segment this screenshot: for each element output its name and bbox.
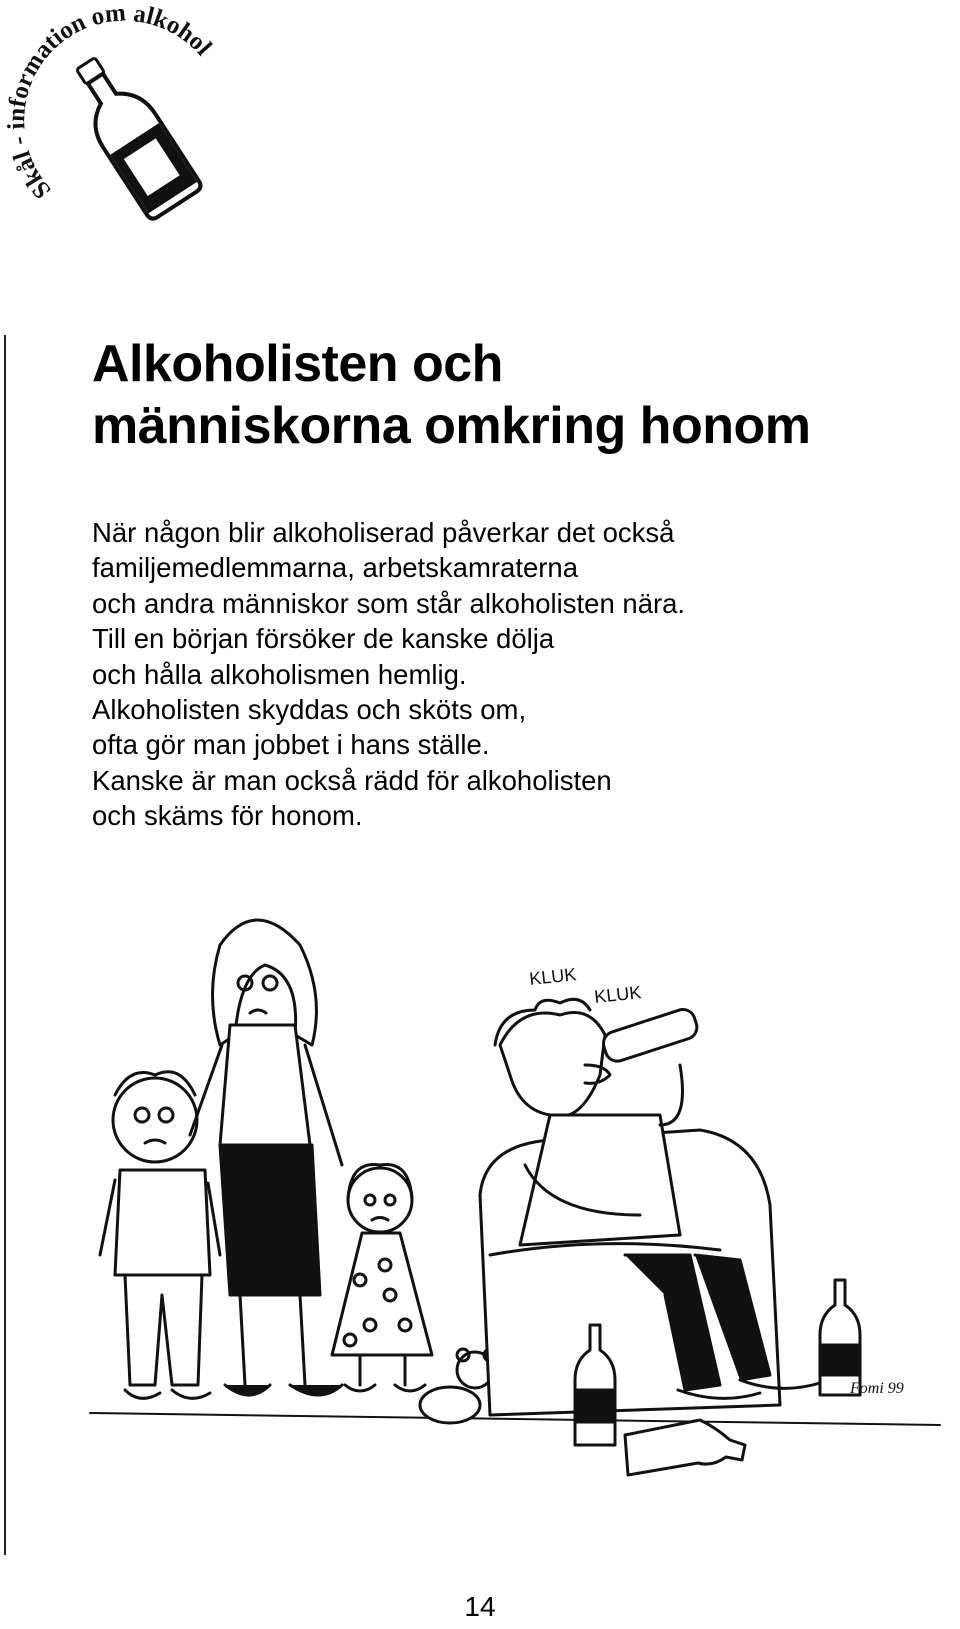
paragraph-line: och hålla alkoholismen hemlig. — [92, 658, 467, 690]
woman-figure — [190, 920, 342, 1395]
logo-emblem — [0, 0, 250, 230]
margin-line — [4, 335, 6, 1555]
paragraph-line: Kanske är man också rädd för alkoholisten — [92, 764, 612, 796]
paragraph-line: Alkoholisten skyddas och sköts om, — [92, 694, 527, 726]
page-title — [92, 333, 810, 457]
sound-effect-text: KLUK — [593, 982, 643, 1007]
paragraph-line: och andra människor som står alkoholisten nära. — [92, 587, 686, 619]
paragraph-line: och skäms för honom. — [92, 800, 363, 832]
title-line: Alkoholisten och — [92, 335, 503, 393]
bottle-icon — [60, 47, 203, 222]
bottle-icon — [625, 1420, 745, 1475]
page-number: 14 — [464, 1591, 496, 1622]
paragraph-line: När någon blir alkoholiserad påverkar det också — [92, 517, 675, 548]
paragraph-line: Till en början försöker de kanske dölja — [92, 623, 555, 655]
bottle-icon — [820, 1280, 860, 1395]
logo-text: Skål - information om alkohol — [2, 0, 217, 204]
girl-figure — [332, 1164, 432, 1391]
body-paragraph — [92, 515, 685, 834]
title-line: människorna omkring honom — [92, 397, 811, 455]
sound-effect-text: KLUK — [528, 964, 578, 989]
cartoon-illustration — [80, 915, 960, 1565]
teddy-bear — [420, 1349, 496, 1423]
artist-signature: Fomi 99 — [850, 1380, 904, 1397]
paragraph-line: ofta gör man jobbet i hans ställe. — [92, 729, 490, 761]
paragraph-line: familjemedlemmarna, arbetskamraterna — [92, 552, 579, 584]
boy-figure — [100, 1072, 220, 1399]
